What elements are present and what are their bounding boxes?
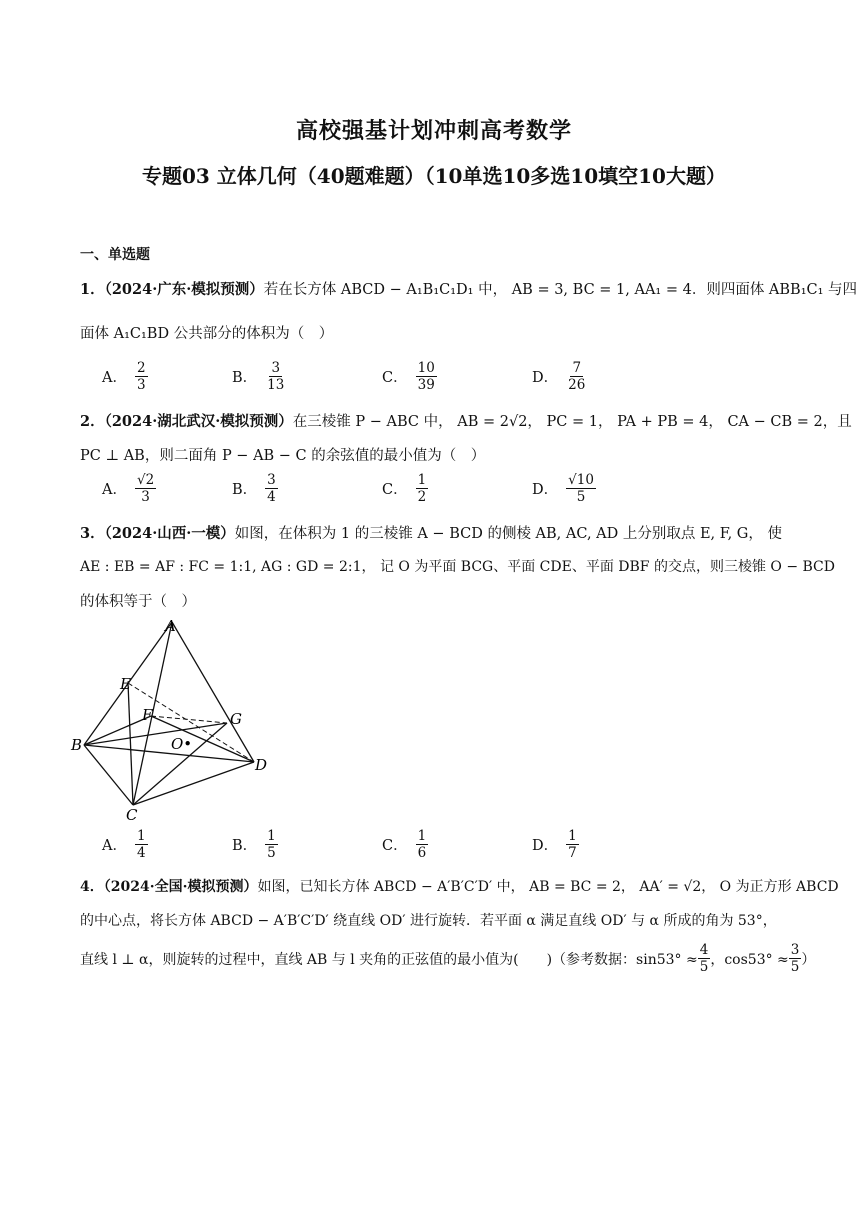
question-1-options — [80, 360, 780, 400]
question-number: 4． — [80, 879, 104, 895]
question-4-line-2: 的中心点，将长方体 ABCD − A′B′C′D′ 绕直线 OD′ 进行旋转．若平面 α 满足直线 OD′ 与 α 所成的角为 53°， — [80, 913, 777, 929]
label-O: O• — [171, 735, 193, 753]
question-text: 如图，已知长方体 ABCD − A′B′C′D′ 中， AB = BC = 2， AA′ = √2， O 为正方形 ABCD — [257, 879, 839, 895]
question-2-line-1 — [80, 410, 852, 431]
question-source: （2024·全国·模拟预测） — [103, 879, 258, 895]
label-C: C — [126, 806, 138, 822]
question-3-line-1 — [80, 522, 782, 543]
label-D: D — [255, 756, 268, 774]
option-b: B． $\frac{1}{5}$ — [232, 828, 276, 861]
option-a: A． $\frac{1}{4}$ — [102, 828, 146, 861]
option-d: D． $\frac{√10}{5}$ — [532, 472, 594, 505]
option-d: D． $\frac{1}{7}$ — [532, 828, 577, 861]
question-source: （2024·湖北武汉·模拟预测） — [104, 413, 293, 430]
option-c: C． $\frac{10}{39}$ — [382, 360, 435, 393]
label-B: B — [71, 736, 83, 754]
label-G: G — [230, 710, 242, 728]
question-text: 在三棱锥 P − ABC 中， AB = 2√2， PC = 1， PA + PB = 4， CA − CB = 2，且 — [292, 414, 852, 430]
option-b: B． $\frac{3}{4}$ — [232, 472, 276, 505]
question-4-line-3: 直线 l ⊥ α，则旋转的过程中，直线 AB 与 l 夹角的正弦值的最小值为( )（参考数据：sin53° ≈ $\frac{4}{5}$ ，cos53° ≈ $\frac{3}{5}$ ） — [80, 942, 816, 975]
page-title: 高校强基计划冲刺高考数学 — [295, 118, 572, 144]
question-number: 1． — [80, 281, 105, 298]
question-source: （2024·广东·模拟预测） — [104, 281, 264, 298]
question-4-line-1 — [80, 876, 839, 896]
question-3-line-3: 的体积等于（ ） — [80, 594, 196, 610]
question-text: 若在长方体 ABCD − A₁B₁C₁D₁ 中， AB = 3, BC = 1, AA₁ = 4．则四面体 ABB₁C₁ 与四 — [263, 282, 858, 298]
option-b: B． $\frac{3}{13}$ — [232, 360, 285, 393]
question-1-line-1 — [80, 278, 857, 299]
question-2-line-2: PC ⊥ AB，则二面角 P − AB − C 的余弦值的最小值为（ ） — [80, 448, 486, 464]
question-number: 3． — [80, 525, 105, 542]
page-subtitle: 专题03 立体几何（40题难题）（10单选10多选10填空10大题） — [142, 164, 726, 188]
question-1-line-2: 面体 A₁C₁BD 公共部分的体积为（ ） — [80, 326, 334, 342]
sin-fraction: $\frac{4}{5}$ — [699, 942, 709, 975]
label-F: F — [142, 706, 153, 724]
cos-fraction: $\frac{3}{5}$ — [790, 942, 800, 975]
option-c: C． $\frac{1}{6}$ — [382, 828, 427, 861]
question-text: 如图，在体积为 1 的三棱锥 A − BCD 的侧棱 AB, AC, AD 上分别取点 E, F, G， 使 — [234, 526, 782, 542]
question-3-line-2: AE : EB = AF : FC = 1:1, AG : GD = 2:1， 记 O 为平面 BCG、平面 CDE、平面 DBF 的交点，则三棱锥 O − BCD — [80, 559, 835, 575]
option-c: C． $\frac{1}{2}$ — [382, 472, 427, 505]
label-E: E — [120, 675, 131, 693]
label-A: A — [165, 617, 176, 635]
question-source: （2024·山西·一模） — [104, 525, 235, 542]
option-d: D． $\frac{7}{26}$ — [532, 360, 586, 393]
question-number: 2． — [80, 413, 105, 430]
option-a: A． $\frac{√2}{3}$ — [102, 472, 155, 505]
section-heading: 一、单选题 — [80, 247, 150, 263]
option-a: A． $\frac{2}{3}$ — [102, 360, 146, 393]
question-3-options — [80, 828, 780, 868]
tetrahedron-figure — [70, 612, 280, 822]
question-2-options — [80, 472, 780, 512]
